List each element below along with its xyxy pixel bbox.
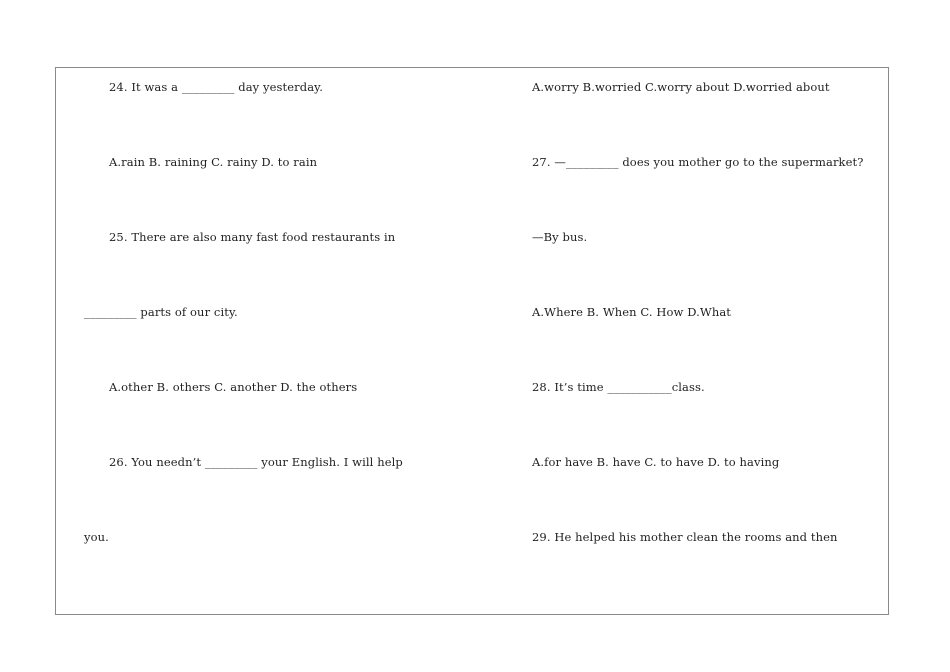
question-27-stem: 27. —_________ does you mother go to the supermarket? (532, 155, 864, 169)
question-27-answer: —By bus. (532, 230, 588, 244)
question-28-stem: 28. It’s time ___________class. (532, 380, 705, 394)
question-26-stem-line1: 26. You needn’t _________ your English. I will help (109, 455, 403, 469)
question-26-options: A.worry B.worried C.worry about D.worried about (532, 80, 830, 94)
question-25-options: A.other B. others C. another D. the others (109, 380, 358, 394)
question-25-stem-line1: 25. There are also many fast food restaurants in (109, 230, 396, 244)
question-25-stem-line2: _________ parts of our city. (84, 305, 238, 319)
question-28-options: A.for have B. have C. to have D. to having (532, 455, 780, 469)
question-26-stem-line2: you. (84, 530, 109, 544)
question-24-options: A.rain B. raining C. rainy D. to rain (109, 155, 318, 169)
question-29-stem-line1: 29. He helped his mother clean the rooms and then (532, 530, 838, 544)
question-24-stem: 24. It was a _________ day yesterday. (109, 80, 323, 94)
question-27-options: A.Where B. When C. How D.What (532, 305, 732, 319)
